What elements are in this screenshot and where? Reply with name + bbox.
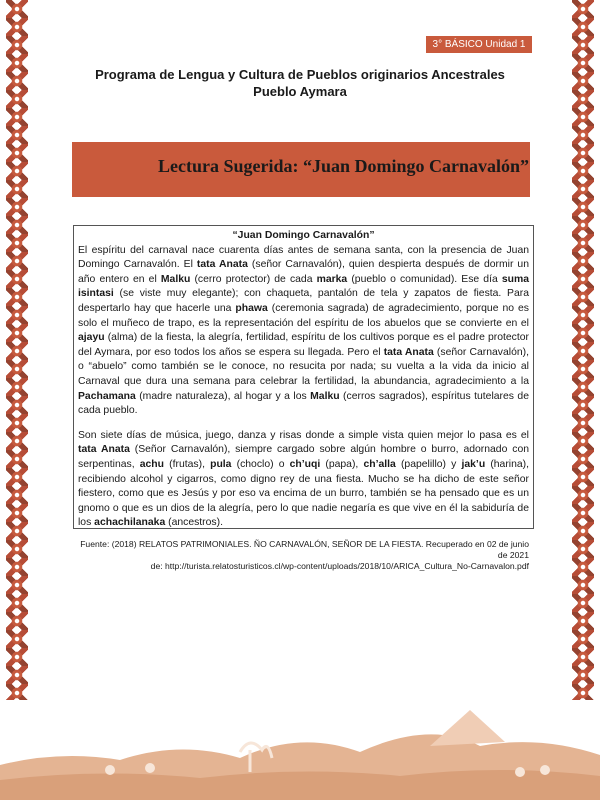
program-header — [60, 66, 540, 100]
story-title: “Juan Domingo Carnavalón” — [232, 230, 375, 241]
banner-title: Lectura Sugerida: “Juan Domingo Carnavalón” — [158, 156, 530, 176]
unit-tag: 3° BÁSICO Unidad 1 — [426, 36, 532, 53]
decorative-border-left — [6, 0, 28, 700]
reading-text-box — [73, 225, 534, 571]
program-subtitle: Pueblo Aymara — [253, 84, 347, 99]
program-title: Programa de Lengua y Cultura de Pueblos originarios Ancestrales — [95, 67, 505, 82]
source-line-1: Fuente: (2018) RELATOS PATRIMONIALES. ÑO CARNAVALÓN, SEÑOR DE LA FIESTA. Recuperado en 02 de junio de 2021 — [80, 538, 529, 560]
andean-landscape-illustration — [0, 680, 600, 800]
decorative-border-right — [572, 0, 594, 700]
source-citation — [78, 539, 529, 572]
paragraph-2: Son siete días de música, juego, danza y risas donde a simple vista quien mejor lo pasa es el tata Anata (Señor Carnavalón), siempre cargado sobre algún hombre o burro, adornado con serpentinas, achu (frutas), pula (choclo) o ch’uqi (papa), ch’alla (papelillo) y jak’u (harina), recibiendo alcohol y cigarros, como digno rey de una fiesta. Mucho se ha dicho de este señor fiestero, como que es Jesús y por eso va encima de un burro, también se ha pensado que es un gnomo o que es un dios de la alegría, pero lo que nadie negaría es que vive en él la sabiduría de los achachilanaka (ancestros). — [78, 429, 530, 529]
source-line-2: de: http://turista.relatosturisticos.cl/wp-content/uploads/2018/10/ARICA_Cultura_No-Carnavalon.pdf — [150, 560, 529, 571]
reading-banner — [72, 142, 530, 197]
paragraph-1: El espíritu del carnaval nace cuarenta días antes de semana santa, con la presencia de Juan Domingo Carnavalón. El tata Anata (señor Carnavalón), quien despierta después de dormir un año entero en el Malku (cerro protector) de cada marka (pueblo o comunidad). Ese día suma isintasi (se viste muy elegante); con chaqueta, pantalón de tela y zapatos de fiesta. Para despertarlo hay que hacerle una phawa (ceremonia sagrada) de agradecimiento, porque no es solo el muñeco de trapo, es la representación del espíritu de los abuelos que se convierte en el ajayu (alma) de la fiesta, la alegría, fertilidad, espíritu de los cultivos porque es el padre protector del Aymara, por eso todos los años se espera su llegada. Pero el tata Anata (señor Carnavalón), o “abuelo” como también se le conoce, no resucita por nada; su vuelta a la vida da inicio al Carnaval que dura una semana para celebrar la fertilidad, la abundancia, agradecimiento a la Pachamana (madre naturaleza), al hogar y a los Malku (cerros sagrados), espíritus tutelares de cada pueblo. — [78, 244, 530, 417]
